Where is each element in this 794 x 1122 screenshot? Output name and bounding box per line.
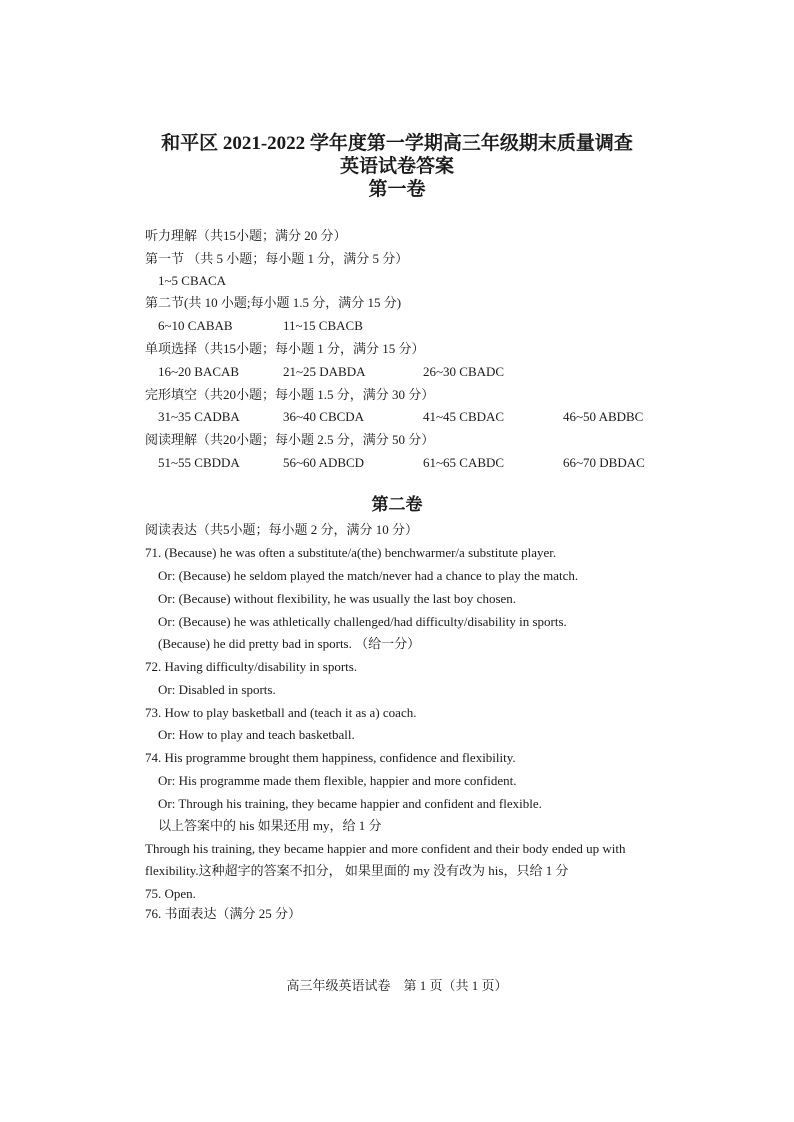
single-choice-header: 单项选择（共15小题；每小题 1 分，满分 15 分） [145, 341, 425, 356]
answer-group: 51~55 CBDDA [158, 455, 240, 470]
answer-group: 6~10 CABAB [158, 318, 233, 333]
section1-header: 第一节 （共 5 小题；每小题 1 分，满分 5 分） [145, 251, 409, 266]
q71-alt-answer: Or: (Because) he seldom played the match/never had a chance to play the match. [158, 568, 579, 583]
answer-group: 11~15 CBACB [283, 318, 363, 333]
answer-group: 31~35 CADBA [158, 409, 240, 424]
q73-alt-answer: Or: How to play and teach basketball. [158, 727, 355, 742]
answer-group: 66~70 DBDAC [563, 455, 645, 470]
q71-partial-answer: (Because) he did pretty bad in sports. （给一分） [158, 636, 421, 651]
q71-alt-answer: Or: (Because) he was athletically challenged/had difficulty/disability in sports. [158, 614, 567, 629]
q74-scoring-note: 以上答案中的 his 如果还用 my，给 1 分 [158, 818, 382, 833]
answer-group: 26~30 CBADC [423, 364, 505, 379]
cloze-header: 完形填空（共20小题；每小题 1.5 分，满分 30 分） [145, 387, 435, 402]
q74-alt-answer: Or: His programme made them flexible, happier and more confident. [158, 773, 517, 788]
q76-writing-header: 76. 书面表达（满分 25 分） [145, 906, 302, 921]
q74-answer: 74. His programme brought them happiness, confidence and flexibility. [145, 750, 516, 765]
part1-title: 第一卷 [368, 179, 426, 200]
q72-answer: 72. Having difficulty/disability in sports. [145, 659, 358, 674]
answer-group: 41~45 CBDAC [423, 409, 505, 424]
answer-group: 36~40 CBCDA [283, 409, 365, 424]
page-subtitle: 英语试卷答案 [339, 156, 454, 177]
q73-answer: 73. How to play basketball and (teach it as a) coach. [145, 705, 417, 720]
q75-answer: 75. Open. [145, 886, 196, 901]
page-title: 和平区 2021-2022 学年度第一学期高三年级期末质量调查 [161, 133, 633, 154]
page-footer: 高三年级英语试卷 第 1 页（共 1 页） [286, 978, 508, 993]
answer-group: 56~60 ADBCD [283, 455, 365, 470]
part2-title: 第二卷 [371, 495, 423, 514]
reading-header: 阅读理解（共20小题；每小题 2.5 分，满分 50 分） [145, 432, 435, 447]
answer-group: 1~5 CBACA [158, 273, 227, 288]
q74-alt-answer: Or: Through his training, they became happier and confident and flexible. [158, 796, 542, 811]
answer-group: 16~20 BACAB [158, 364, 240, 379]
answer-group: 61~65 CABDC [423, 455, 505, 470]
section2-header: 第二节(共 10 小题;每小题 1.5 分，满分 15 分) [145, 295, 402, 310]
reading-expression-header: 阅读表达（共5小题；每小题 2 分，满分 10 分） [145, 522, 419, 537]
q74-scoring-note: flexibility.这种超字的答案不扣分， 如果里面的 my 没有改为 his，只给 1 分 [145, 863, 569, 878]
q72-alt-answer: Or: Disabled in sports. [158, 682, 276, 697]
listening-header: 听力理解（共15小题；满分 20 分） [145, 228, 347, 243]
q71-answer: 71. (Because) he was often a substitute/a(the) benchwarmer/a substitute player. [145, 545, 557, 560]
answer-group: 46~50 ABDBC [563, 409, 644, 424]
q71-alt-answer: Or: (Because) without flexibility, he was usually the last boy chosen. [158, 591, 517, 606]
q74-scoring-note: Through his training, they became happier and more confident and their body ended up with [145, 841, 626, 856]
answer-group: 21~25 DABDA [283, 364, 366, 379]
